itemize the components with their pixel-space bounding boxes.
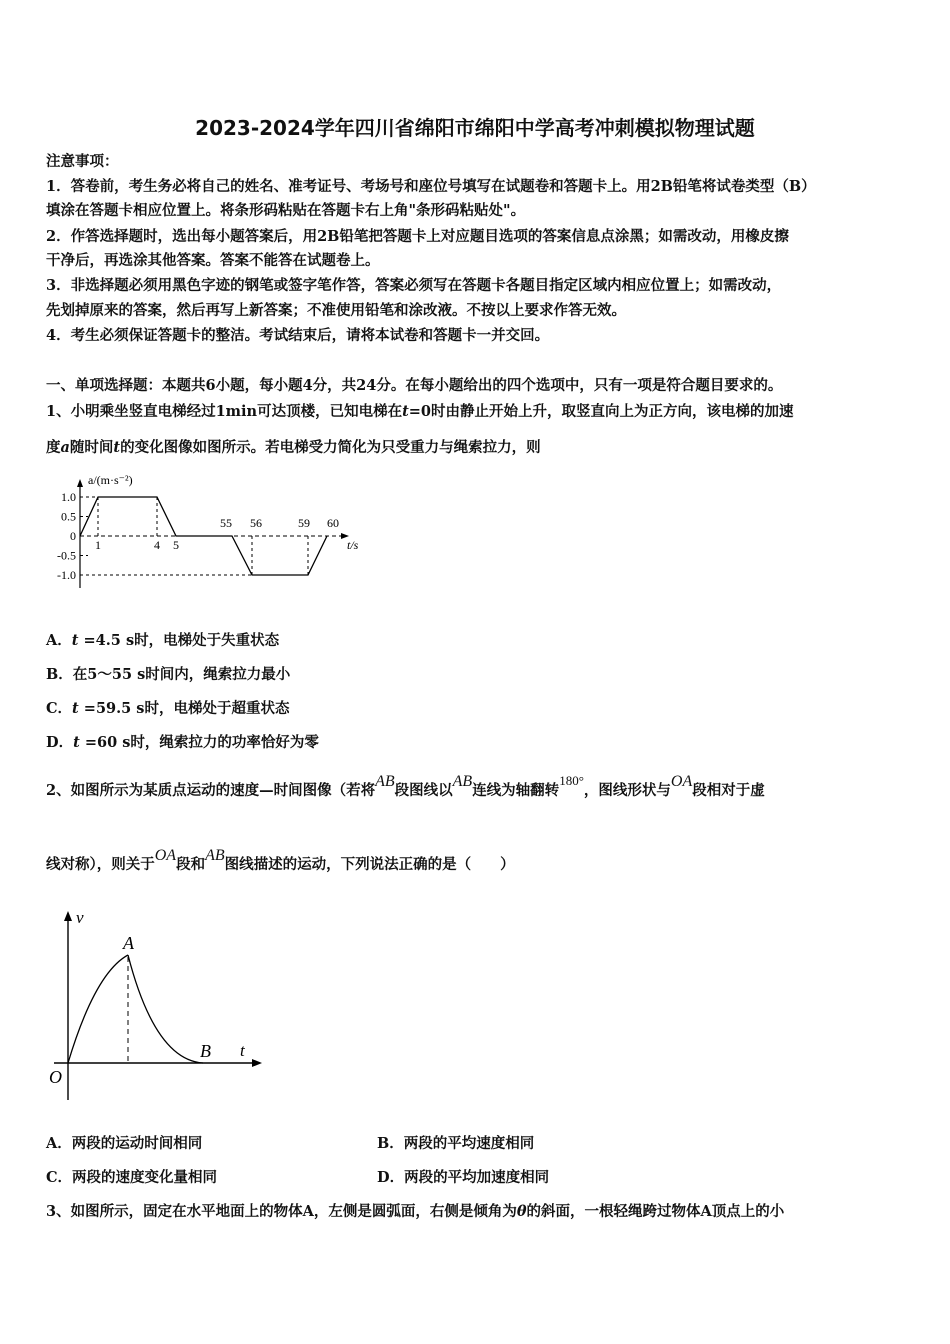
y-axis-arrow (77, 479, 83, 487)
notice-line: 3．非选择题必须用黑色字迹的钢笔或签字笔作答，答案必须写在答题卡各题目指定区域内相应位置上；如需改动， (46, 277, 782, 294)
q3-stem: 3、如图所示，固定在水平地面上的物体A，左侧是圆弧面，右侧是倾角为θ的斜面，一根轻绳跨过物体A顶点上的小 (46, 1203, 785, 1220)
x-tick-label: 60 (327, 516, 339, 530)
ab-curve (128, 955, 203, 1063)
q2-stem-line1: 2、如图所示为某质点运动的速度—时间图像（若将AB段图线以AB连线为轴翻转180°，图线形状与OA段相对于虚 (46, 773, 765, 799)
page-title: 2023-2024学年四川省绵阳市绵阳中学高考冲刺模拟物理试题 (195, 116, 755, 140)
q2-option-c[interactable]: C．两段的速度变化量相同 (46, 1169, 218, 1186)
point-a-label: A (123, 933, 134, 953)
acceleration-time-chart (40, 470, 380, 590)
q1-stem-line1: 1、小明乘坐竖直电梯经过1min可达顶楼，已知电梯在t=0时由静止开始上升，取竖直向上为正方向，该电梯的加速 (46, 403, 794, 420)
t-axis-label: t (240, 1041, 245, 1060)
x-tick-label: 1 (95, 538, 101, 552)
notice-line: 4．考生必须保证答题卡的整洁。考试结束后，请将本试卷和答题卡一并交回。 (46, 327, 550, 344)
y-tick-label: 0.5 (61, 509, 76, 524)
q2-option-a[interactable]: A．两段的运动时间相同 (46, 1135, 203, 1152)
point-b-label: B (200, 1041, 211, 1061)
q2-stem-line2: 线对称），则关于OA段和AB图线描述的运动，下列说法正确的是（ ） (46, 847, 515, 873)
q1-option-d[interactable]: D．t =60 s时，绳索拉力的功率恰好为零 (46, 734, 319, 751)
x-tick-label: 59 (298, 516, 310, 530)
v-axis-label: v (76, 908, 84, 927)
q2-option-b[interactable]: B．两段的平均速度相同 (377, 1135, 535, 1152)
notice-heading: 注意事项： (46, 153, 119, 170)
q1-option-a[interactable]: A．t =4.5 s时，电梯处于失重状态 (46, 632, 280, 649)
notice-line: 1．答卷前，考生务必将自己的姓名、准考证号、考场号和座位号填写在试题卷和答题卡上。用2B铅笔将试卷类型（B） (46, 178, 816, 195)
notice-line: 填涂在答题卡相应位置上。将条形码粘贴在答题卡右上角"条形码粘贴处"。 (46, 202, 526, 219)
y-tick-label: 0 (70, 529, 76, 543)
x-axis-label: t/s (347, 538, 359, 552)
x-tick-label: 5 (173, 538, 179, 552)
y-tick-label: 1.0 (61, 490, 76, 504)
oa-curve (68, 955, 128, 1063)
y-axis-label: a/(m·s⁻²) (88, 473, 133, 487)
notice-line: 先划掉原来的答案，然后再写上新答案；不准使用铅笔和涂改液。不按以上要求作答无效。 (46, 302, 626, 319)
origin-label: O (49, 1067, 62, 1087)
x-tick-label: 55 (220, 516, 232, 530)
velocity-time-chart (40, 905, 270, 1105)
q1-option-c[interactable]: C．t =59.5 s时，电梯处于超重状态 (46, 700, 290, 717)
q1-stem-line2: 度a随时间t的变化图像如图所示。若电梯受力简化为只受重力与绳索拉力，则 (46, 439, 541, 456)
notice-line: 2．作答选择题时，选出每小题答案后，用2B铅笔把答题卡上对应题目选项的答案信息点涂黑；如需改动，用橡皮擦 (46, 228, 789, 245)
y-tick-label: -0.5 (57, 548, 76, 563)
y-tick-label: -1.0 (57, 568, 76, 582)
section-heading: 一、单项选择题：本题共6小题，每小题4分，共24分。在每小题给出的四个选项中，只有一项是符合题目要求的。 (46, 377, 783, 394)
q1-option-b[interactable]: B．在5～55 s时间内，绳索拉力最小 (46, 666, 291, 683)
q2-option-d[interactable]: D．两段的平均加速度相同 (377, 1169, 550, 1186)
notice-line: 干净后，再选涂其他答案。答案不能答在试题卷上。 (46, 252, 380, 269)
x-tick-label: 56 (250, 516, 262, 530)
x-tick-label: 4 (154, 538, 160, 552)
